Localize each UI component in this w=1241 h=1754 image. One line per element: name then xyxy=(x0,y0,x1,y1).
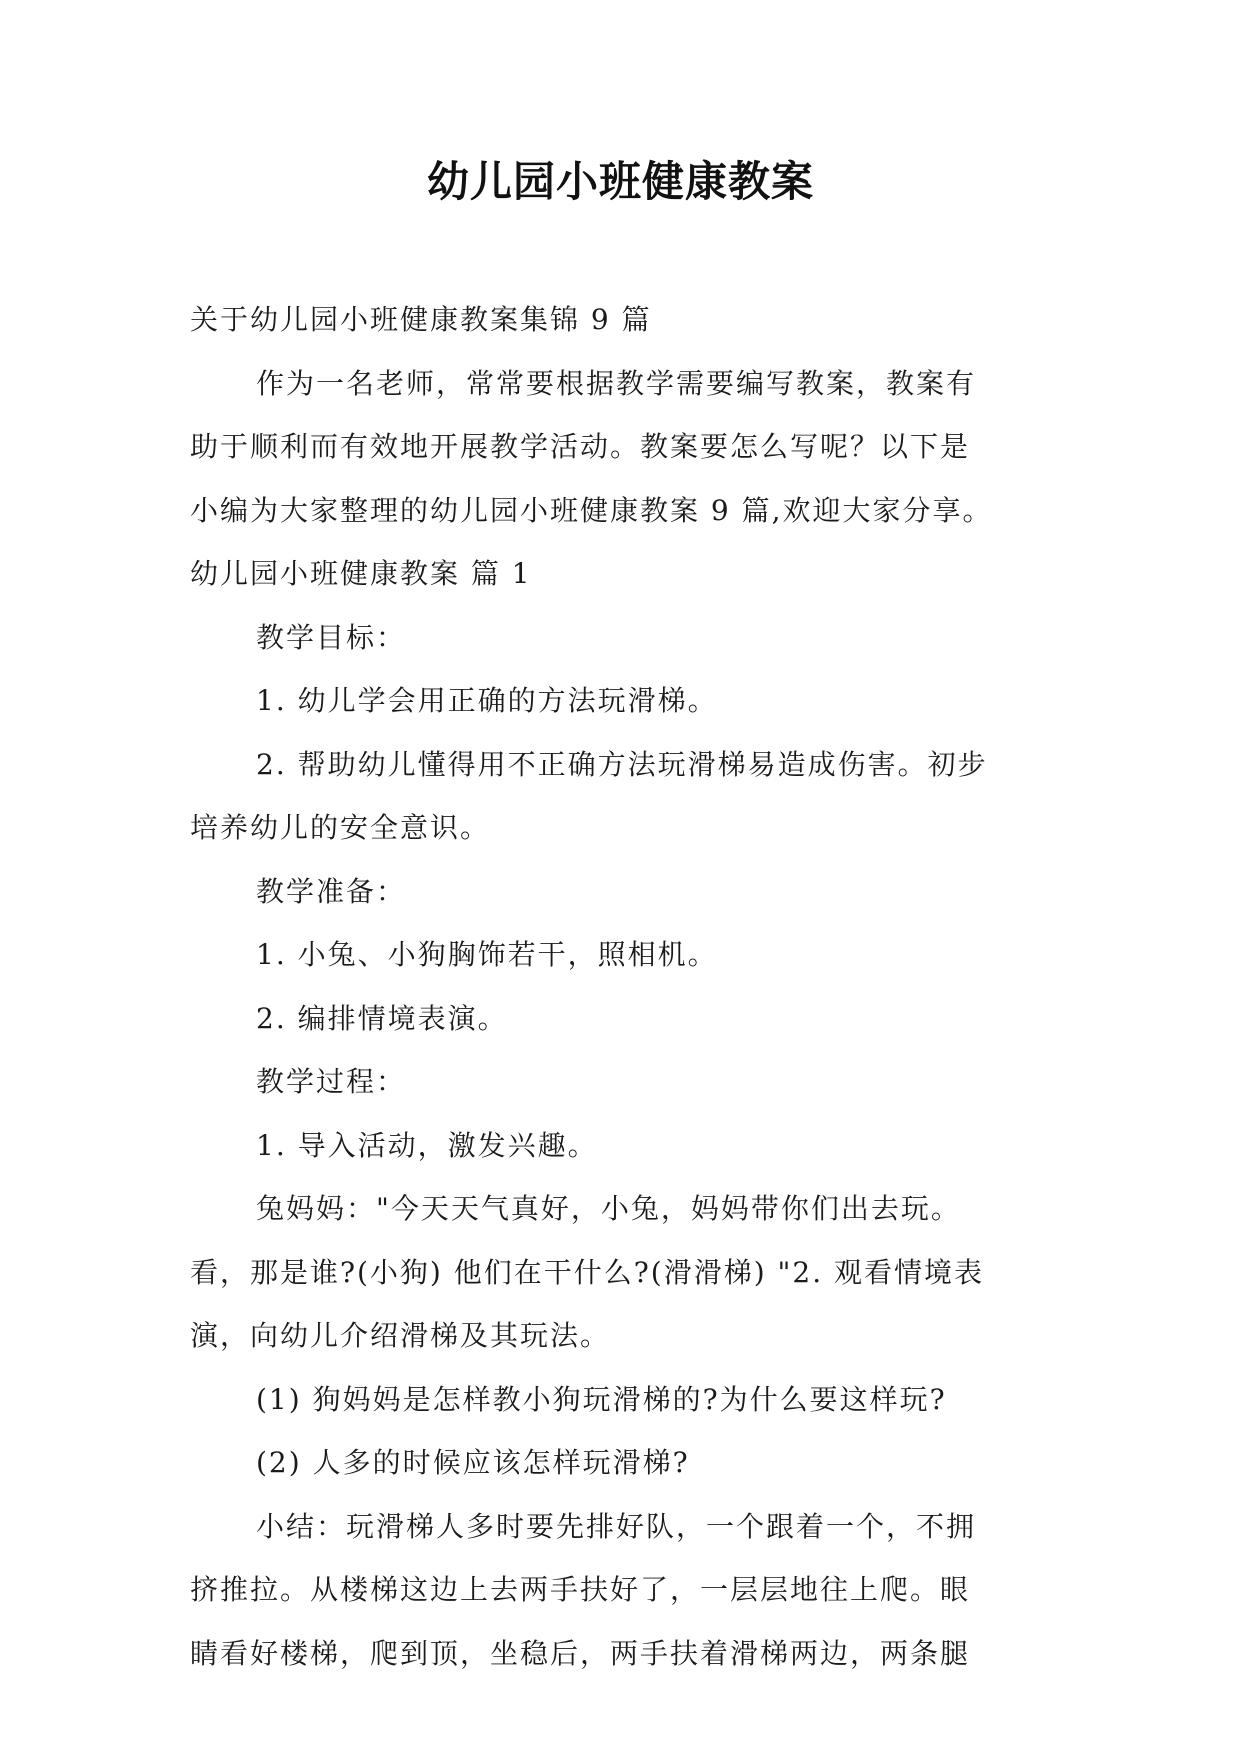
paragraph-line: 兔妈妈："今天天气真好，小兔，妈妈带你们出去玩。 xyxy=(256,1192,961,1225)
paragraph-line: 演，向幼儿介绍滑梯及其玩法。 xyxy=(190,1319,611,1352)
paragraph-line: 睛看好楼梯，爬到顶，坐稳后，两手扶着滑梯两边，两条腿 xyxy=(190,1636,971,1670)
document-body xyxy=(190,288,1062,1685)
document-title: 幼儿园小班健康教案 xyxy=(426,157,814,206)
paragraph-line: 助于顺利而有效地开展教学活动。教案要怎么写呢？以下是 xyxy=(190,430,971,463)
paragraph-line: 幼儿园小班健康教案 篇 1 xyxy=(190,557,532,590)
paragraph-line: 2. 帮助幼儿懂得用不正确方法玩滑梯易造成伤害。初步 xyxy=(256,747,988,781)
paragraph-line: 1. 小兔、小狗胸饰若干，照相机。 xyxy=(256,938,718,971)
paragraph-line: 小编为大家整理的幼儿园小班健康教案 9 篇,欢迎大家分享。 xyxy=(190,493,993,527)
paragraph-line: 教学过程： xyxy=(256,1065,407,1098)
paragraph-line: (1) 狗妈妈是怎样教小狗玩滑梯的?为什么要这样玩? xyxy=(256,1382,947,1416)
paragraph-line: 看，那是谁?(小狗) 他们在干什么?(滑滑梯) "2. 观看情境表 xyxy=(190,1255,985,1289)
paragraph-line: 教学准备： xyxy=(256,874,407,908)
paragraph-line: 作为一名老师，常常要根据教学需要编写教案，教案有 xyxy=(256,366,977,400)
paragraph-line: 1. 导入活动，激发兴趣。 xyxy=(256,1128,598,1162)
paragraph-line: 2. 编排情境表演。 xyxy=(256,1001,508,1035)
paragraph-line: 挤推拉。从楼梯这边上去两手扶好了，一层层地往上爬。眼 xyxy=(190,1573,971,1606)
paragraph-line: 小结：玩滑梯人多时要先排好队，一个跟着一个，不拥 xyxy=(256,1509,977,1543)
paragraph-line: 关于幼儿园小班健康教案集锦 9 篇 xyxy=(190,303,652,336)
paragraph-line: 教学目标： xyxy=(256,620,407,654)
paragraph-line: (2) 人多的时候应该怎样玩滑梯? xyxy=(256,1446,690,1479)
paragraph-line: 1. 幼儿学会用正确的方法玩滑梯。 xyxy=(256,684,718,717)
paragraph-line: 培养幼儿的安全意识。 xyxy=(190,811,491,844)
